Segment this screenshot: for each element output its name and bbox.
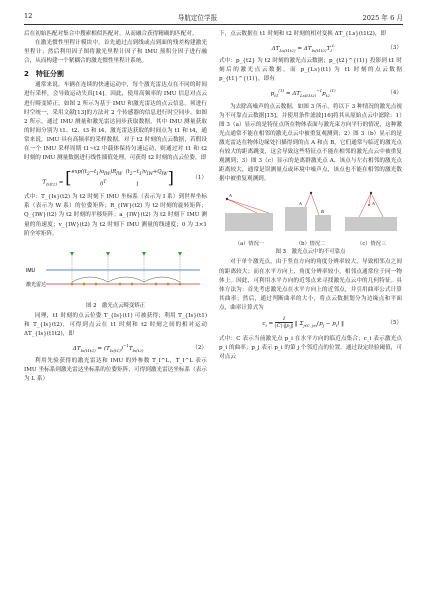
fig3-sublabel-a: （a）情况一: [234, 241, 264, 248]
equation-5-body: $c_i$ = 1 $|C|\cdot‖p_i‖$ ‖ $\Sigma_{j\in C, j\ne i}(p_j - p_i)$ ‖: [262, 316, 344, 331]
left-para-3: 通常来说，车辆在连续的快速运动中，每个激光雷达点在不同的时间进行采样，会导致运动失真[14]。因此，使用高频率的 IMU 信息对点云进行畸变矫正，如图 2 所示为基于 IMU 和激光雷达的点云信息。须进行时空统一，采用文献[13]的方法对 2 个传感器的信息进行时空同步。如图 2 所示，通过 IMU 测量和激光雷达同步获取数据，其中 IMU 测量获取的时间分别为 t1、t2、t3 和 t4，激光雷达获取的时间点为 t1 和 t4，通常来说，IMU 具有高频率的采样数据，对于 t2 时刻的点云数据，若假设在一个 IMU 采样周期 t1~t2 中载体保持匀速运动，则通过对 t1 和 t2 时刻的 IMU 测量数据进行线性插值处理，可获得 t2 时刻的点云位姿，即: [24, 82, 207, 162]
fig2-time-guides: [72, 256, 180, 286]
left-para-5: 同理，t1 时刻的点云位姿 T_{Is}(t1) 可被获得；利用 T_{Is}(t1) 和 T_{Is}(t2)，可得到点云在 t1 时刻和 t2 时刻之间的相对运动 ΔT_{Is}(t1t2)，即: [24, 312, 207, 337]
fig2-arc-3: [144, 277, 180, 282]
left-para-6: 利用先验获得的激光雷达和 IMU 的外参数 T_I^L，T_I^L 表示 IMU 坐标系到激光雷达坐标系的位姿矩阵，可得到激光雷达坐标系（表示为 L 系）: [24, 358, 207, 383]
journal-name: 导航定位学报: [177, 14, 218, 22]
figure-2-caption: 图 2 激光点云畸变矫正: [85, 302, 146, 309]
equation-2-number: （2）: [192, 344, 207, 351]
header-rule: [24, 24, 403, 25]
fig3-case-a: [225, 193, 273, 231]
fig2-imu-marker-2: [106, 252, 110, 256]
equation-2: [24, 341, 207, 355]
fig2-imu-label: IMU: [26, 267, 36, 274]
fig3-point-b-label: B: [321, 209, 324, 215]
right-para-3: 为去除高噪声的点云数据，如图 3 所示，将以下 3 种情况的激光点视为不可靠点云数据[15]，并使用条件滤波[16]将其从原始点云中滤除：1）图 3（a）显示的是特征点所在物体表面与激光束方向平行的情况，这种激光点通常不能在相邻的激光点云中被重复观测到；2）图 3（b）显示的是激光雷达在物体边缘处扫描得到的点 A 和点 B，它们通常与临近的激光点有较大的距离跳变，这会导致这些特征点不能在相邻的激光点云中被重复观测到；3）图 3（c）显示的是离群激光点 A，该点与左右相邻的激光点距离较大，通常是误测量点或环境中噪声点，该点也不能在相邻的激光数据中被重复观测到。: [219, 103, 402, 183]
figure-3-caption: 图 3 激光点云中的不可靠点: [275, 249, 346, 256]
section-title: 2 特征分割: [24, 70, 64, 79]
left-column: [24, 30, 207, 384]
equation-3-number: （3）: [387, 44, 402, 51]
fig3-case-b: [285, 192, 331, 231]
right-para-2: 式中：p_{t2} 为 t2 时刻的激光点云数据；p_{t2}^{(1)} 投影到 t1 时刻后的激光点云数据，而 p_{Ls}(t1) 为 t1 时刻的点云数据 p_{t1}^{(1)}，即有: [219, 58, 402, 83]
fig2-lidar-label: 激光雷达: [26, 281, 47, 288]
equation-4-body: $p_{t1}^{(1)} = \Delta T_{Ls(t1t2)}^{-1}p_{t2}^{(1)}$: [270, 88, 336, 99]
figure-2: [24, 242, 207, 310]
right-column: [219, 30, 402, 362]
equation-1-number: （1）: [192, 174, 207, 181]
page-number: 12: [24, 12, 33, 20]
fig2-imu-marker-4: [178, 252, 182, 256]
fig3-sublabel-c: （c）情况三: [357, 241, 387, 248]
equation-3-body: $\Delta T_{Ls(t1t2)} = \Delta T_{Is(t1t2)}T_I^L$: [271, 43, 335, 54]
equation-5-number: （5）: [387, 320, 402, 327]
equation-1: [24, 165, 207, 191]
equation-4-number: （4）: [387, 89, 402, 96]
figure-3-diagram: [219, 187, 402, 237]
figure-2-diagram: [24, 242, 207, 298]
right-para-5: 式中：C 表示当前激光点 p_i 在水平方向的临近点集合；c_i 表示激光点 p_i 的曲率；p_j 表示 p_i 的第 j 个邻近点的位置。通过设定经验阈值，可对点云: [219, 336, 402, 361]
fig3-point-a-label-1: A: [229, 193, 232, 199]
equation-1-body: $T_{Is(t2)}$ = [ $\exp((t_2-t_1)a_{IW})R_{IW}$ $(t_2-t_1)v_{IW}+Q_{IW}$ $0^T$ 1 ]: [42, 168, 174, 188]
right-para-4: 对于单个激光点，由于竖直方向的角度分辨率较大，导致相邻点之间的距离较大；而在水平方向上，角度分辨率较小，相邻点通常位于同一物体上。因此，可利用水平方向的近邻点来寻找激光点云中的几何特征。具体方法为：首先考虑激光点在水平方向上的近邻点，并引用曲率公式计算其曲率；然后，通过判断曲率的大小，将点云数据划分为边缘点和平面点，曲率计算式为: [219, 259, 402, 311]
left-para-1: 后在初始匹配对集合中搜索相似匹配对，从而融合获得精确的匹配对。: [24, 31, 198, 37]
figure-3-sublabels: [219, 241, 402, 248]
left-para-2: 在激光惯性里程计模块中，首先通过点到线或点到面的残差构建激光里程计；然后利用因子图将激光里程计因子和 IMU 预积分因子进行融合，从而构建一个紧耦合的激光惯性里程计系统。: [24, 40, 207, 65]
equation-3: [219, 41, 402, 55]
fig2-imu-markers: [70, 252, 182, 256]
figure-3: [219, 187, 402, 256]
equation-2-body: $\Delta T_{Is(t1t2)} = (T_{Is(t1)})^{-1}T_{Is(t2)}$: [72, 343, 144, 354]
equation-4: [219, 86, 402, 100]
equation-5: [219, 315, 402, 333]
fig2-arc-1: [72, 277, 108, 282]
fig2-imu-marker-3: [142, 252, 146, 256]
right-para-1: 下，点云数据在 t1 时刻和 t2 时刻的相对变换 ΔT_{Ls}(t1t2)，即: [219, 31, 387, 37]
fig2-imu-marker-1: [70, 252, 74, 256]
fig3-case-c: [345, 192, 397, 231]
fig3-sublabel-b: （b）情况二: [295, 241, 326, 248]
issue-date: 2025 年 6 月: [362, 14, 403, 22]
fig2-arc-2: [108, 277, 144, 282]
page-header: [24, 12, 403, 24]
left-para-4: 式中：T_{Is}(t2) 为 t2 时刻下 IMU 坐标系（表示为 I 系）到世界坐标系（表示为 W 系）的位姿矩阵；R_{IW}(t2) 为 t2 时刻的旋转矩阵；Q_{IW}(t2) 为 t2 时刻的平移矩阵；a_{IW}(t2) 为 t2 时刻下 IMU 测量的角速度；v_{IW}(t2) 为 t2 时刻下 IMU 测量的线速度；0 为 3×1 阶全零矩阵。: [24, 194, 207, 237]
fig3-point-a-label-3: A: [372, 201, 375, 207]
fig3-point-a-label-2: A: [299, 201, 302, 207]
